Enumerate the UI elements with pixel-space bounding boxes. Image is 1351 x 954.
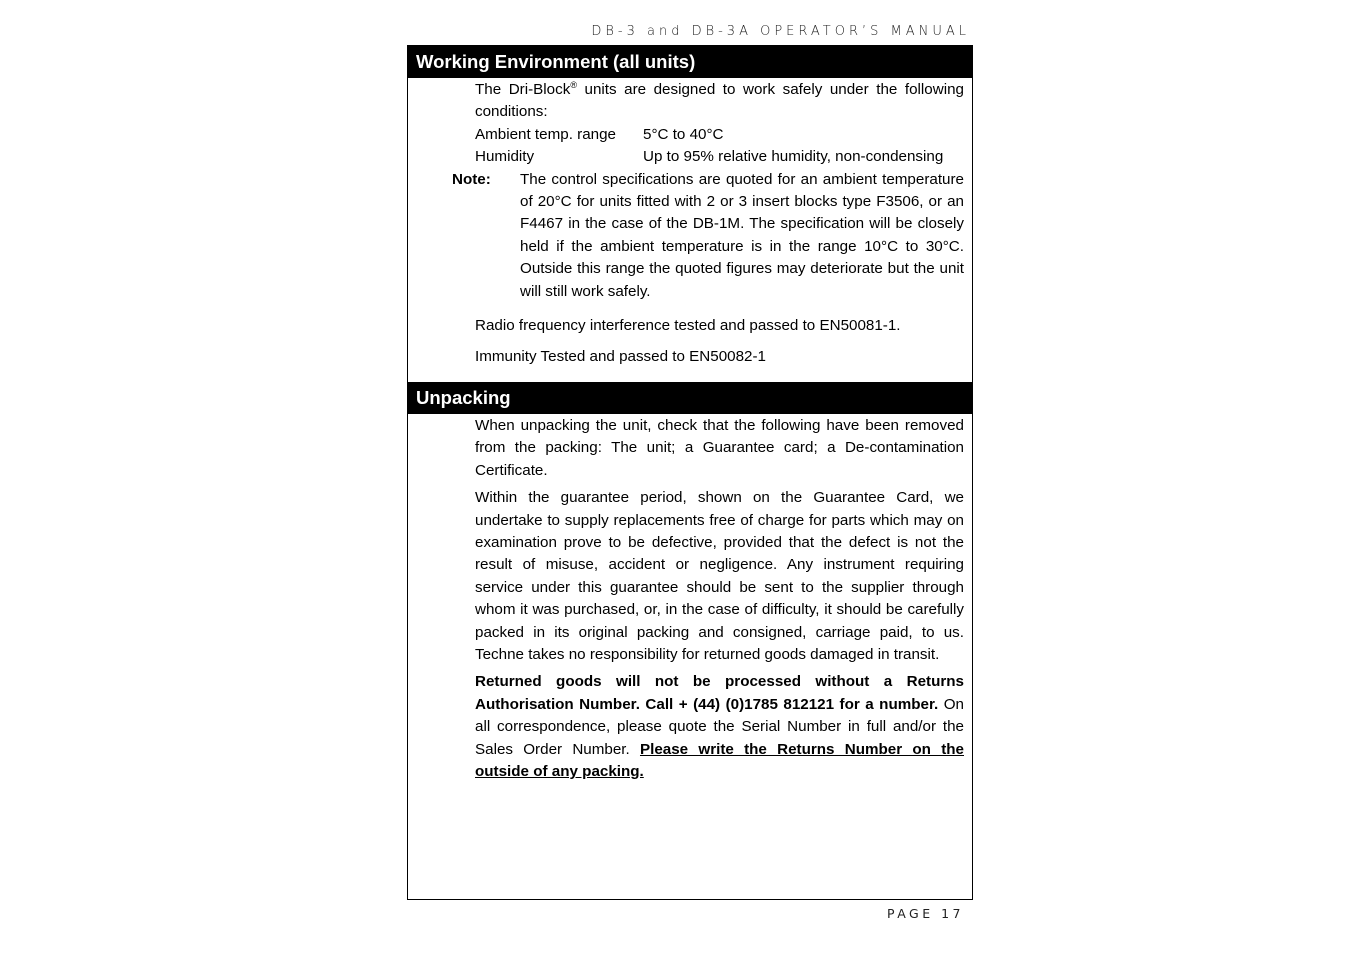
immunity-statement: Immunity Tested and passed to EN50082-1 [475,348,766,366]
guarantee-paragraph: Within the guarantee period, shown on the Guarantee Card, we undertake to supply replacements free of charge for parts which may on examination prove to be defective, provided that the defect is not the result of misuse, accident or negligence. Any instrument requiring service under this guarantee should be sent to the supplier through whom it was purchased, or, in the case of difficulty, it should be carefully packed in its original packing and consigned, carriage paid, to us. Techne takes no responsibility for returned goods damaged in transit. [475,489,964,663]
note-label: Note: [452,170,491,188]
spec-value: 5°C to 40°C [643,125,724,143]
unpacking-paragraph-1: When unpacking the unit, check that the following have been removed from the packing: The unit; a Guarantee card; a De-contamination Certificate. [475,416,964,479]
returns-paragraph [475,671,964,783]
spec-label: Humidity [475,148,535,166]
section-heading-unpacking: Unpacking [408,382,972,414]
returns-text: On all correspondence, please quote the Serial Number in full and/or the Sales Order Number. [475,695,964,758]
section-heading-working-environment: Working Environment (all units) [408,46,972,78]
rfi-statement: Radio frequency interference tested and passed to EN50081-1. [475,317,901,335]
spec-row-humidity [475,146,964,168]
manual-page [407,45,973,900]
section-unpacking-body [475,415,964,784]
intro-text-end: units are designed to work safely under the following conditions: [475,81,964,121]
note-block [452,169,964,303]
compliance-block [475,315,964,369]
spec-label: Ambient temp. range [475,125,616,143]
registered-mark: ® [570,79,577,90]
intro-text-start: The Dri-Block [475,81,571,98]
note-text: The control specifications are quoted for an ambient temperature of 20°C for units fitted with 2 or 3 insert blocks type F3506, or an F4467 in the case of the DB-1M. The specification will be closely held if the ambient temperature is in the range 10°C to 30°C. Outside this range the quoted figures may deteriorate but the unit will still work safely. [520,170,964,300]
returns-underlined-text: Please write the Returns Number on the outside of any packing. [475,740,964,780]
running-header: DB-3 and DB-3A OPERATOR’S MANUAL [591,24,970,39]
returns-bold-text: Returned goods will not be processed without a Returns Authorisation Number. Call + (44) (0)1785 812121 for a number. [475,673,964,713]
intro-paragraph [475,79,964,124]
page-number: PAGE 17 [886,906,964,921]
spec-row-ambient [475,124,964,146]
spec-value: Up to 95% relative humidity, non-condensing [643,148,944,166]
section-working-environment-body [475,79,964,169]
